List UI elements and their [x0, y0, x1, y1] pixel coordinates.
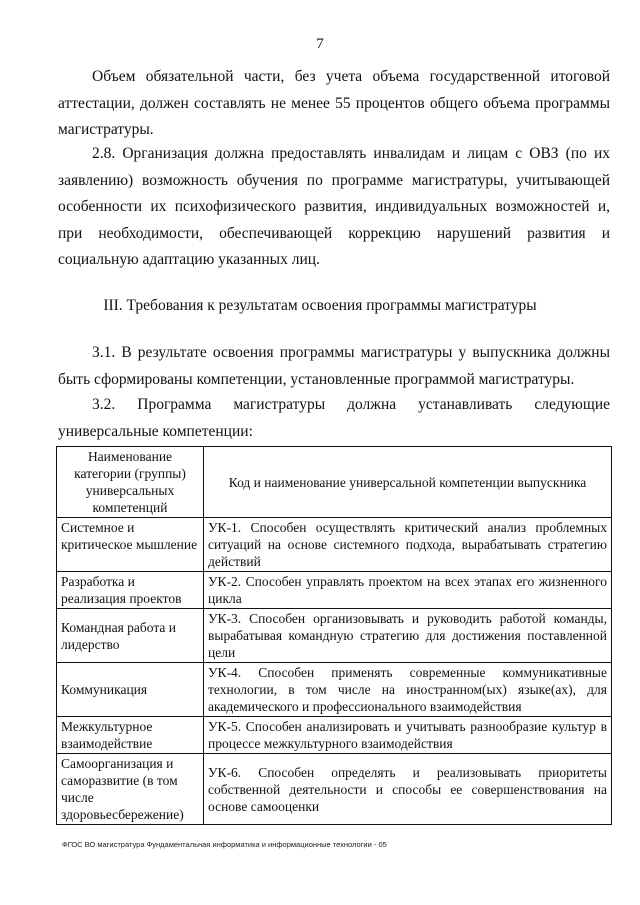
paragraph-3-1: 3.1. В результате освоения программы магистратуры у выпускника должны быть сформированы компетенции, установленные программой магистратуры.	[58, 344, 610, 388]
category-cell: Разработка и реализация проектов	[57, 572, 204, 609]
competencies-table	[56, 446, 612, 825]
paragraph-3-2: 3.2. Программа магистратуры должна устанавливать следующие универсальные компетенции:	[58, 396, 610, 440]
category-cell: Межкультурное взаимодействие	[57, 717, 204, 754]
page-number: 7	[316, 36, 324, 52]
category-cell: Командная работа и лидерство	[57, 609, 204, 663]
competence-cell: УК-4. Способен применять современные коммуникативные технологии, в том числе на иностранном(ых) языке(ах), для академического и профессионального взаимодействия	[204, 663, 612, 717]
header-competence: Код и наименование универсальной компетенции выпускника	[204, 447, 612, 518]
category-cell: Коммуникация	[57, 663, 204, 717]
competence-cell: УК-6. Способен определять и реализовывать приоритеты собственной деятельности и способы ее совершенствования на основе самооценки	[204, 754, 612, 825]
document-footer: ФГОС ВО магистратура Фундаментальная информатика и информационные технологии - 05	[62, 840, 387, 849]
paragraph-2-8: 2.8. Организация должна предоставлять инвалидам и лицам с ОВЗ (по их заявлению) возможность обучения по программе магистратуры, учитывающей особенности их психофизического развития, индивидуальных возможностей и, при необходимости, обеспечивающей коррекцию нарушений развития и социальную адаптацию указанных лиц.	[58, 145, 610, 268]
competence-cell: УК-3. Способен организовывать и руководить работой команды, вырабатывая командную стратегию для достижения поставленной цели	[204, 609, 612, 663]
category-cell: Самоорганизация и саморазвитие (в том числе здоровьесбережение)	[57, 754, 204, 825]
competence-cell: УК-5. Способен анализировать и учитывать разнообразие культур в процессе межкультурного взаимодействия	[204, 717, 612, 754]
table-row	[57, 717, 612, 754]
table-row	[57, 572, 612, 609]
category-cell: Системное и критическое мышление	[57, 518, 204, 572]
table-row	[57, 518, 612, 572]
competence-cell: УК-2. Способен управлять проектом на всех этапах его жизненного цикла	[204, 572, 612, 609]
section-heading: III. Требования к результатам освоения программы магистратуры	[103, 297, 537, 314]
paragraph-mandatory-part: Объем обязательной части, без учета объема государственной итоговой аттестации, должен составлять не менее 55 процентов общего объема программы магистратуры.	[58, 68, 610, 138]
header-category: Наименование категории (группы) универсальных компетенций	[57, 447, 204, 518]
table-row	[57, 609, 612, 663]
competence-cell: УК-1. Способен осуществлять критический анализ проблемных ситуаций на основе системного подхода, вырабатывать стратегию действий	[204, 518, 612, 572]
table-row	[57, 754, 612, 825]
table-header-row	[57, 447, 612, 518]
table-row	[57, 663, 612, 717]
